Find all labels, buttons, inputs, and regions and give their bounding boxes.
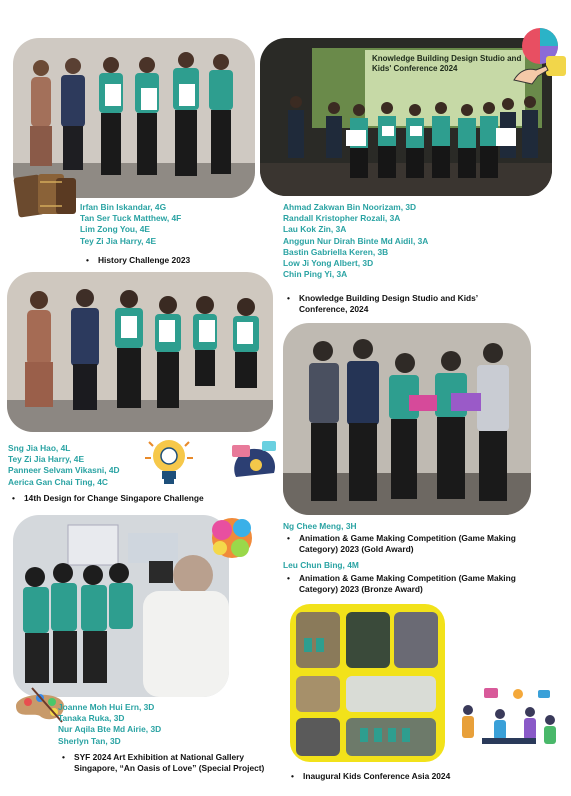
caption-text: SYF 2024 Art Exhibition at National Gallery Singapore, “An Oasis of Love” (Special Project) xyxy=(74,752,265,773)
bullet: • xyxy=(291,771,294,781)
student-name: Aerica Gan Chai Ting, 4C xyxy=(8,476,108,487)
photo-design-for-change xyxy=(7,272,273,432)
student-name: Lau Kok Zin, 3A xyxy=(283,224,347,235)
student-name: Joanne Moh Hui Ern, 3D xyxy=(58,702,155,712)
names-design-for-change xyxy=(8,443,120,488)
student-name: Tey Zi Jia Harry, 4E xyxy=(80,235,157,246)
photo-knowledge-building xyxy=(260,38,552,196)
photo-animation-game-making xyxy=(283,323,531,515)
student-name: Tey Zi Jia Harry, 4E xyxy=(8,454,85,465)
caption-text: 14th Design for Change Singapore Challenge xyxy=(24,493,204,503)
caption-kids-conference xyxy=(291,771,531,782)
names-game-gold xyxy=(283,521,357,532)
names-history-challenge xyxy=(80,202,181,247)
photo-kids-conference-collage xyxy=(290,604,445,762)
names-game-bronze xyxy=(283,560,359,571)
caption-art-exhibition xyxy=(62,752,274,774)
student-name: Chin Ping Yi, 3A xyxy=(283,269,348,280)
caption-text: History Challenge 2023 xyxy=(98,255,191,265)
student-name: Bastin Gabriella Keren, 3B xyxy=(283,246,389,257)
caption-game-gold xyxy=(287,533,527,555)
student-name: Irfan Bin Iskandar, 4G xyxy=(80,202,167,212)
caption-text: Knowledge Building Design Studio and Kids’ Conference, 2024 xyxy=(299,293,478,314)
names-knowledge-building xyxy=(283,202,428,280)
student-name: Nur Aqila Bte Md Airie, 3D xyxy=(58,724,162,735)
bullet: • xyxy=(62,752,65,762)
photo-art-exhibition xyxy=(13,515,229,697)
bullet: • xyxy=(86,255,89,265)
teamwork-people-icon xyxy=(454,686,562,756)
creative-brain-icon xyxy=(226,437,284,489)
student-name: Randall Kristopher Rozali, 3A xyxy=(283,213,401,224)
caption-game-bronze xyxy=(287,573,527,595)
bullet: • xyxy=(287,573,290,583)
caption-text: Inaugural Kids Conference Asia 2024 xyxy=(303,771,451,781)
student-name: Tanaka Ruka, 3D xyxy=(58,713,125,724)
caption-history-challenge xyxy=(86,255,266,266)
student-name: Tan Ser Tuck Matthew, 4F xyxy=(80,213,182,224)
student-name: Sng Jia Hao, 4L xyxy=(8,443,71,453)
bullet: • xyxy=(12,493,15,503)
caption-text: Animation & Game Making Competition (Game Making Category) 2023 (Gold Award) xyxy=(299,533,516,554)
paint-splash-icon xyxy=(204,512,260,564)
student-name: Leu Chun Bing, 4M xyxy=(283,560,359,570)
caption-text: Animation & Game Making Competition (Game Making Category) 2023 (Bronze Award) xyxy=(299,573,516,594)
old-books-icon xyxy=(12,168,80,218)
student-name: Anggun Nur Dirah Binte Md Aidil, 3A xyxy=(283,235,429,246)
caption-knowledge-building xyxy=(287,293,517,315)
student-name: Lim Zong You, 4E xyxy=(80,224,150,235)
names-art-exhibition xyxy=(58,702,161,747)
student-name: Panneer Selvam Vikasni, 4D xyxy=(8,465,120,476)
screen-title: Knowledge Building Design Studio and Kids' Conference 2024 xyxy=(372,54,522,73)
lightbulb-icon xyxy=(143,434,195,490)
student-name: Sherlyn Tan, 3D xyxy=(58,735,121,746)
caption-design-for-change xyxy=(12,493,272,504)
bullet: • xyxy=(287,293,290,303)
student-name: Ahmad Zakwan Bin Noorizam, 3D xyxy=(283,202,417,212)
student-name: Low Ji Yong Albert, 3D xyxy=(283,258,374,269)
bullet: • xyxy=(287,533,290,543)
student-name: Ng Chee Meng, 3H xyxy=(283,521,357,531)
puzzle-hand-icon xyxy=(512,22,570,90)
